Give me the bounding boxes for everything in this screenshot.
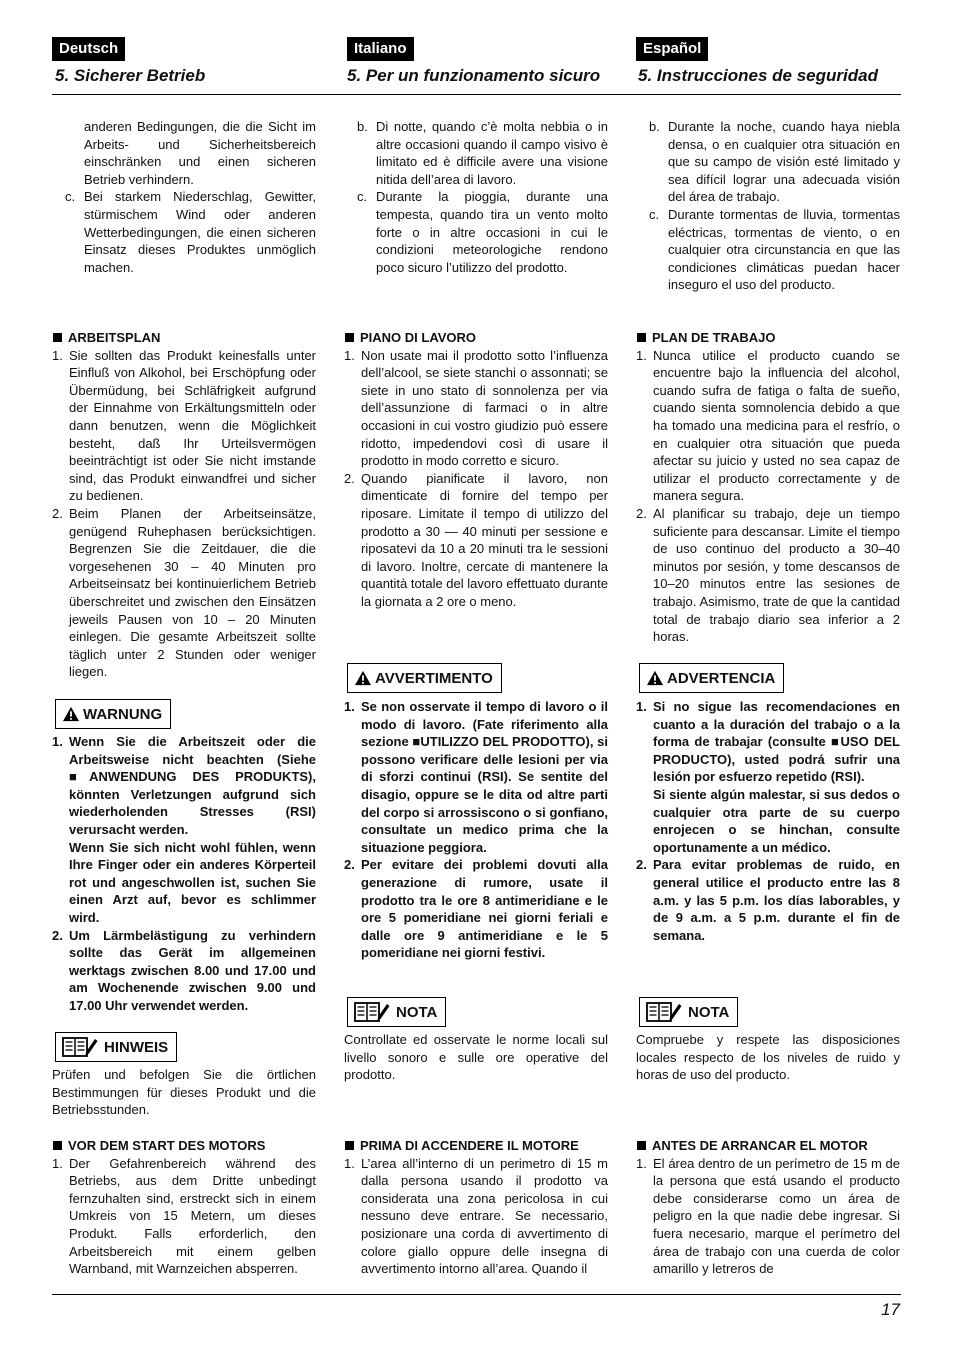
section-heading-text: ANTES DE ARRANCAR EL MOTOR: [652, 1138, 868, 1153]
square-bullet-icon: [345, 1141, 354, 1150]
note-label: NOTA: [688, 1003, 730, 1021]
note-text: Controllate ed osservate le norme locali sul livello sonoro e sulle ore operative del prodotto.: [344, 1032, 608, 1083]
warning-label: AVVERTIMENTO: [375, 669, 493, 687]
warning-triangle-icon: [354, 670, 372, 686]
item-text: Per evitare dei problemi dovuti alla generazione di rumore, usate il prodotto tra le ore 8 antimeridiane e le ore 5 pomeridiane nei giorni feriali e dalle ore 9 antimeridiane e le 5 pomeridiane nei giorni festivi.: [361, 857, 608, 961]
item-text: Nunca utilice el producto cuando se encuentre bajo la influencia del alcohol, cuando sufra de fatiga o falta de sueño, cuando sienta somnolencia debido a que ha tomado una medicina para el resfrío, o en cualquier otra situación que pueda afectar su juicio y usted no sea capaz de utilizar el producto correctamente y de manera segura.: [653, 347, 900, 504]
item-number: 1.: [52, 734, 63, 749]
item-text: L’area all’interno di un perimetro di 15 m dalla persona usando il prodotto va considerata una zona pericolosa in cui nessuno deve entrare. Se necessario, posizionare una corda di avvertimento di colore giallo oppure delle insegna di avvertimento intorno all’area. Quando il: [361, 1155, 608, 1277]
note-text: Compruebe y respete las disposiciones locales respecto de los niveles de ruido y horas de uso del producto.: [636, 1032, 900, 1083]
list-item: [52, 927, 316, 1015]
warning-items: [52, 733, 316, 1015]
warning-items: [636, 698, 900, 944]
item-text: Para evitar problemas de ruido, en general utilice el producto entre las 8 a.m. y las 5 p.m. los días laborables, y de 9 a.m. a 5 p.m. durante el fin de semana.: [653, 857, 900, 943]
item-label: c.: [357, 189, 368, 205]
language-tab: Italiano: [347, 37, 414, 61]
note-book-icon: [62, 1036, 98, 1058]
list-item-c: [52, 188, 316, 276]
square-bullet-icon: [345, 333, 354, 342]
section-heading-text: PLAN DE TRABAJO: [652, 330, 776, 345]
work-plan-section: [52, 329, 316, 681]
item-number: 1.: [344, 699, 355, 714]
warning-label-box: [55, 699, 171, 729]
note-label-box: [55, 1032, 177, 1062]
item-label: c.: [649, 206, 660, 222]
intro-items: [344, 118, 608, 276]
item-text-extra: Wenn Sie sich nicht wohl fühlen, wenn Ihre Finger oder ein anderes Körperteil rot und angeschwollen ist, suchen Sie einen Arzt auf, bevor es schlimmer wird.: [69, 839, 316, 925]
list-item-c: [636, 206, 900, 294]
warning-label: ADVERTENCIA: [667, 669, 776, 687]
engine-start-section: [52, 1137, 316, 1278]
section-heading: [344, 1137, 608, 1155]
section-heading: [52, 329, 316, 347]
item-text: Um Lärmbelästigung zu verhindern sollte das Gerät im allgemeinen werktags zwischen 8.00 und 17.00 und am Wochenende zwischen 9.00 und 17.00 Uhr verwendet werden.: [69, 927, 316, 1013]
item-number: 1.: [636, 347, 647, 363]
section-heading-text: PIANO DI LAVORO: [360, 330, 477, 345]
list-item-b: [636, 118, 900, 206]
list-item: [344, 698, 608, 856]
note-text: Prüfen und befolgen Sie die örtlichen Bestimmungen für dieses Produkt und die Betriebsstunden.: [52, 1067, 316, 1118]
engine-start-section: [636, 1137, 900, 1278]
list-item: [52, 505, 316, 681]
item-label: c.: [65, 189, 76, 205]
square-bullet-icon: [637, 333, 646, 342]
note-label-box: [639, 997, 738, 1027]
header-rule: [52, 94, 901, 95]
item-number: 2.: [52, 927, 63, 943]
note-book-icon: [354, 1001, 390, 1023]
list-item: [52, 1155, 316, 1278]
item-number: 2.: [52, 505, 63, 521]
warning-items: [344, 698, 608, 962]
section-title: 5. Sicherer Betrieb: [55, 66, 206, 85]
engine-start-section: [344, 1137, 608, 1278]
list-item: [344, 856, 608, 962]
item-number: 1.: [52, 347, 63, 363]
item-text: Al planificar su trabajo, deje un tiempo suficiente para descansar. Limite el tiempo de uso continuo del producto a 30–40 minutos por sesión, y tome descansos de 10–20 minutos entre las sesiones de trabajo. Asimismo, trate de que la cantidad total de trabajo diario sea inferior a 2 horas.: [653, 505, 900, 645]
list-item: [636, 1155, 900, 1278]
list-item: [344, 347, 608, 470]
square-bullet-icon: [53, 1141, 62, 1150]
item-number: 2.: [636, 857, 647, 873]
warning-label-box: [639, 663, 784, 693]
list-item: [636, 505, 900, 646]
item-number: 2.: [344, 857, 355, 873]
list-item: [52, 733, 316, 927]
section-heading-text: PRIMA DI ACCENDERE IL MOTORE: [360, 1138, 579, 1153]
warning-label: WARNUNG: [83, 705, 163, 723]
page-number: 17: [881, 1300, 900, 1319]
work-plan-section: [344, 329, 608, 611]
item-number: 1.: [636, 699, 647, 714]
section-heading: [344, 329, 608, 347]
item-label: b.: [649, 119, 660, 134]
item-text: Durante tormentas de lluvia, tormentas eléctricas, tormentas de viento, o en cualquier otra circunstancia en que las condiciones climáticas puedan hacer inseguro el uso del producto.: [668, 206, 900, 293]
square-bullet-icon: [53, 333, 62, 342]
section-heading: [636, 329, 900, 347]
warning-triangle-icon: [646, 670, 664, 686]
list-item: [52, 347, 316, 505]
section-heading-text: ARBEITSPLAN: [68, 330, 161, 345]
item-text: Durante la noche, cuando haya niebla densa, o en cualquier otra situación en que su campo de visión esté limitado y sea difícil lograr una adecuada visión del área de trabajo.: [668, 119, 900, 205]
item-number: 2.: [344, 470, 355, 486]
item-number: 1.: [344, 1155, 355, 1171]
section-heading: [52, 1137, 316, 1155]
item-text: Sie sollten das Produkt keinesfalls unter Einfluß von Alkohol, bei Erschöpfung oder Übermüdung, bei Schläfrigkeit aufgrund der Einnahme von Erkältungsmitteln oder dann benutzen, wenn die Möglichkeit besteht, daß Ihr Urteilsvermögen beeinträchtigt ist oder Sie nicht imstande sind, das Produkt einwandfrei und sicher zu bedienen.: [69, 347, 316, 504]
note-label-box: [347, 997, 446, 1027]
item-text: Wenn Sie die Arbeitszeit oder die Arbeitsweise nicht beachten (Siehe ■ANWENDUNG DES PRODUKTS), könnten Verletzungen aufgrund sich wiederholenden Stresses (RSI) verursacht werden.: [69, 734, 316, 837]
language-tab: Español: [636, 37, 708, 61]
list-item-b: [344, 118, 608, 188]
list-item: [344, 1155, 608, 1278]
language-tab: Deutsch: [52, 37, 125, 61]
note-book-icon: [646, 1001, 682, 1023]
list-item: [636, 347, 900, 505]
item-body: [69, 733, 316, 927]
item-text: Der Gefahrenbereich während des Betriebs, aus dem Dritte unbedingt fernzuhalten sind, erstreckt sich in einem Umkreis von 15 Metern, um dieses Produkt. Falls erforderlich, den Arbeitsbereich mit einem gelben Warnband, mit Warnzeichen absperren.: [69, 1155, 316, 1277]
item-text: Si no sigue las recomendaciones en cuanto a la duración del trabajo o a la forma de trabajar (consulte ■USO DEL PRODUCTO), usted podrá sufrir una lesión por esfuerzo repetido (RSI).: [653, 699, 900, 785]
note-label: NOTA: [396, 1003, 438, 1021]
item-number: 1.: [344, 347, 355, 363]
list-item: [636, 698, 900, 856]
item-number: 1.: [52, 1155, 63, 1171]
section-heading: [636, 1137, 900, 1155]
item-b-continuation: anderen Bedingungen, die die Sicht im Arbeits- und Sicherheitsbereich einschränken und einen sicheren Betrieb verhindern.: [84, 119, 316, 187]
item-body: [653, 698, 900, 856]
list-item: [636, 856, 900, 944]
intro-items: [52, 118, 316, 276]
work-plan-section: [636, 329, 900, 646]
square-bullet-icon: [637, 1141, 646, 1150]
intro-items: [636, 118, 900, 294]
warning-label-box: [347, 663, 502, 693]
footer-rule: [52, 1294, 901, 1295]
list-item: [344, 470, 608, 611]
warning-triangle-icon: [62, 706, 80, 722]
item-text: Di notte, quando c’è molta nebbia o in altre occasioni quando il campo visivo è limitato ed è difficile avere una visione nitida dell’area di lavoro.: [376, 119, 608, 187]
item-text-extra: Si siente algún malestar, si sus dedos o cualquier otra parte de su cuerpo enrojecen o se hinchan, consulte oportunamente a un médico.: [653, 786, 900, 855]
item-text: El área dentro de un perímetro de 15 m de la persona que está usando el producto debe considerarse como un área de peligro en la que nadie debe ingresar. Si fuera necesario, marque el perímetro del área de trabajo con una cuerda de color amarillo y letreros de: [653, 1155, 900, 1277]
item-text: Non usate mai il prodotto sotto l’influenza dell’alcool, se siete stanchi o assonnati; se siete in uno stato di sonnolenza per via dell’assunzione di farmaci o in altre occasioni in cui vostro giudizio può essere ridotto, impedendovi così di usare il prodotto in modo corretto e sicuro.: [361, 347, 608, 469]
item-text: Beim Planen der Arbeitseinsätze, genügend Ruhephasen berücksichtigen. Begrenzen Sie die Zeitdauer, die die vorgesehenen 30 – 40 Minuten pro Arbeitseinsatz bei kontinuierlichem Betrieb überschreitet und zwischen den Einsätzen jeweils Pausen von 10 – 20 Minuten einlegen. Die gesamte Arbeitszeit sollte täglich unter 2 Stunden oder weniger liegen.: [69, 505, 316, 680]
section-heading-text: VOR DEM START DES MOTORS: [68, 1138, 266, 1153]
item-text: Quando pianificate il lavoro, non dimenticate di fornire del tempo per riposare. Limitate il tempo di utilizzo del prodotto a 30 — 40 minuti per sessione e riposatevi da 10 a 20 minuti tra le sessioni di lavoro. Inoltre, cercate di mantenere la quantità totale del lavoro effettuato durante la giornata a 2 ore o meno.: [361, 470, 608, 609]
section-title: 5. Per un funzionamento sicuro: [347, 66, 601, 85]
item-label: b.: [357, 119, 368, 134]
item-text: Se non osservate il tempo di lavoro o il modo di lavoro. (Fate riferimento alla sezione ■UTILIZZO DEL PRODOTTO), si possono verificare delle lesioni per via di sforzi continui (RSI). Se sentite del disagio, oppure se le dita od altre parti del corpo si arrossiscono o si gonfiano, consultate un medico prima che la situazione peggiora.: [361, 699, 608, 855]
note-label: HINWEIS: [104, 1038, 169, 1056]
section-title: 5. Instrucciones de seguridad: [638, 66, 878, 85]
item-number: 2.: [636, 505, 647, 521]
item-text: Durante la pioggia, durante una tempesta, quando tira un vento molto forte o in altre occasioni in cui le condizioni meteorologiche rendono poco sicuro l’utilizzo del prodotto.: [376, 189, 608, 275]
list-item-c: [344, 188, 608, 276]
item-number: 1.: [636, 1155, 647, 1171]
item-text: Bei starkem Niederschlag, Gewitter, stürmischem Wind oder anderen Wetterbedingungen, die einen sicheren Einsatz dieses Produktes unmöglich machen.: [84, 189, 316, 275]
